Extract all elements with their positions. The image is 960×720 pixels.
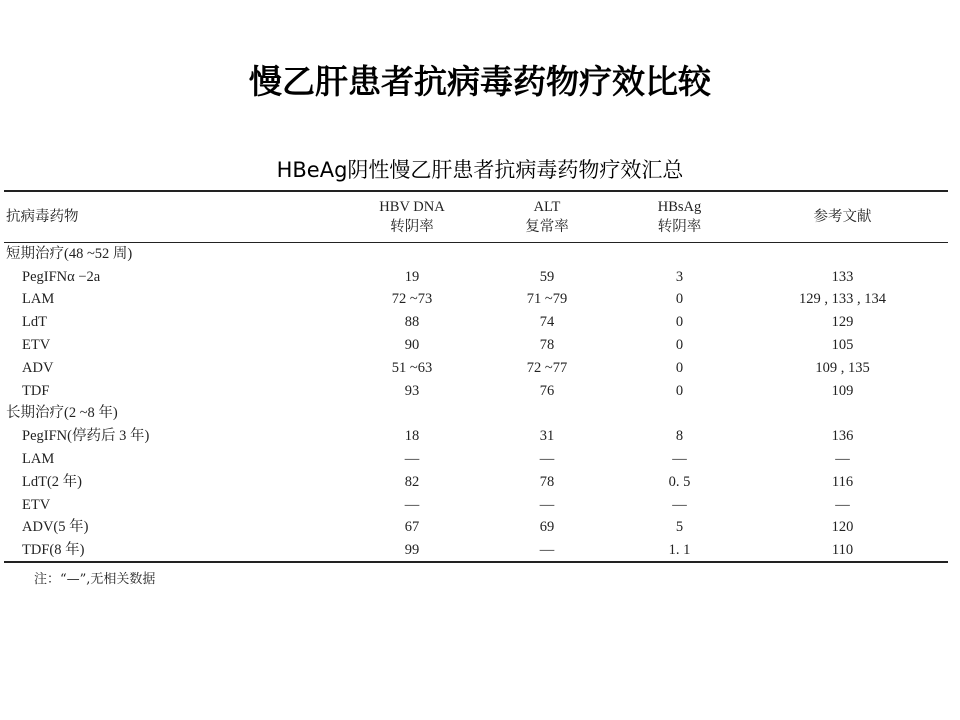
cell-hbsag: 5: [675, 519, 684, 536]
cell-hbsag: 8: [675, 428, 684, 445]
cell-reference: 116: [831, 473, 854, 490]
cell-reference: 110: [831, 541, 854, 558]
cell-hbv-dna: —: [404, 451, 420, 468]
cell-hbsag: —: [672, 496, 687, 513]
cell-hbv-dna: 82: [404, 473, 420, 490]
cell-drug: LdT: [22, 314, 47, 331]
cell-hbsag: 0: [675, 337, 684, 354]
table-row: [4, 448, 948, 471]
cell-alt: 59: [539, 268, 555, 285]
cell-hbsag: 0: [675, 359, 684, 376]
cell-hbv-dna: 51 ~63: [391, 359, 433, 376]
header-alt-line1: ALT: [533, 199, 561, 215]
cell-hbv-dna: 19: [404, 268, 420, 285]
cell-drug: ETV: [22, 337, 51, 354]
cell-reference: 109: [831, 382, 854, 399]
cell-alt: 74: [539, 314, 555, 331]
group-row-long-term: [4, 402, 948, 425]
cell-drug: ETV: [22, 496, 51, 513]
cell-hbv-dna: 90: [404, 337, 420, 354]
cell-hbv-dna: —: [404, 496, 420, 513]
group-label: 长期治疗(2 ~8 年): [6, 405, 118, 422]
table-caption: HBeAg阴性慢乙肝患者抗病毒药物疗效汇总: [276, 158, 684, 182]
cell-hbv-dna: 67: [404, 519, 420, 536]
group-label: 短期治疗(48 ~52 周): [6, 246, 133, 263]
group-row-short-term: [4, 243, 948, 266]
cell-drug: PegIFN(停药后 3 年): [22, 428, 150, 445]
table-row: [4, 379, 948, 402]
header-drug: [4, 191, 352, 243]
cell-hbv-dna: 18: [404, 428, 420, 445]
cell-drug: TDF: [22, 382, 50, 399]
cell-alt: 71 ~79: [526, 291, 568, 308]
cell-reference: 133: [831, 268, 854, 285]
header-hbsag-line2: 转阴率: [657, 219, 702, 235]
cell-drug: PegIFNα −2a: [22, 268, 101, 285]
efficacy-table-container: [4, 190, 948, 563]
header-reference: [737, 191, 948, 243]
cell-reference: 129: [831, 314, 854, 331]
cell-reference: 109 , 135: [815, 359, 870, 376]
cell-hbv-dna: 93: [404, 382, 420, 399]
cell-alt: 72 ~77: [526, 359, 568, 376]
cell-drug: LAM: [22, 291, 55, 308]
header-hbv-dna-line2: 转阴率: [390, 219, 434, 235]
cell-drug: ADV: [22, 359, 54, 376]
cell-hbsag: 0. 5: [668, 473, 691, 490]
header-hbv-dna-line1: HBV DNA: [379, 199, 445, 215]
slide-title: 慢乙肝患者抗病毒药物疗效比较: [249, 62, 711, 101]
table-row: [4, 516, 948, 539]
cell-alt: 78: [539, 473, 555, 490]
table-row: [4, 265, 948, 288]
cell-alt: 78: [539, 337, 555, 354]
cell-hbv-dna: 72 ~73: [391, 291, 433, 308]
cell-reference: 129 , 133 , 134: [799, 291, 886, 308]
cell-alt: —: [539, 451, 555, 468]
cell-alt: 76: [539, 382, 555, 399]
cell-drug: LdT(2 年): [22, 473, 82, 490]
header-hbsag-line1: HBsAg: [657, 199, 702, 215]
header-alt: [472, 191, 622, 243]
table-row: [4, 288, 948, 311]
table-row: [4, 334, 948, 357]
table-footnote: 注：“—”,无相关数据: [34, 572, 156, 587]
cell-hbsag: 0: [675, 382, 684, 399]
table-row: [4, 539, 948, 562]
cell-alt: —: [539, 541, 555, 558]
table-header-row: [4, 191, 948, 243]
cell-reference: 136: [831, 428, 854, 445]
cell-reference: —: [835, 451, 850, 468]
cell-alt: 31: [539, 428, 555, 445]
table-row: [4, 470, 948, 493]
header-hbv-dna: [352, 191, 472, 243]
cell-reference: 105: [831, 337, 854, 354]
header-drug-label: 抗病毒药物: [6, 209, 79, 225]
header-hbsag: [622, 191, 737, 243]
header-reference-label: 参考文献: [813, 209, 872, 225]
cell-hbv-dna: 88: [404, 314, 420, 331]
cell-hbv-dna: 99: [404, 541, 420, 558]
cell-reference: —: [835, 496, 850, 513]
cell-drug: TDF(8 年): [22, 541, 85, 558]
cell-reference: 120: [831, 519, 854, 536]
cell-hbsag: 1. 1: [668, 541, 691, 558]
efficacy-table: [4, 190, 948, 563]
header-alt-line2: 复常率: [525, 219, 569, 235]
cell-alt: 69: [539, 519, 555, 536]
table-row: [4, 493, 948, 516]
cell-drug: LAM: [22, 451, 55, 468]
cell-hbsag: 3: [675, 268, 684, 285]
cell-hbsag: 0: [675, 291, 684, 308]
cell-drug: ADV(5 年): [22, 519, 89, 536]
cell-alt: —: [539, 496, 555, 513]
table-row: [4, 425, 948, 448]
cell-hbsag: —: [672, 451, 687, 468]
table-row: [4, 311, 948, 334]
cell-hbsag: 0: [675, 314, 684, 331]
table-row: [4, 356, 948, 379]
